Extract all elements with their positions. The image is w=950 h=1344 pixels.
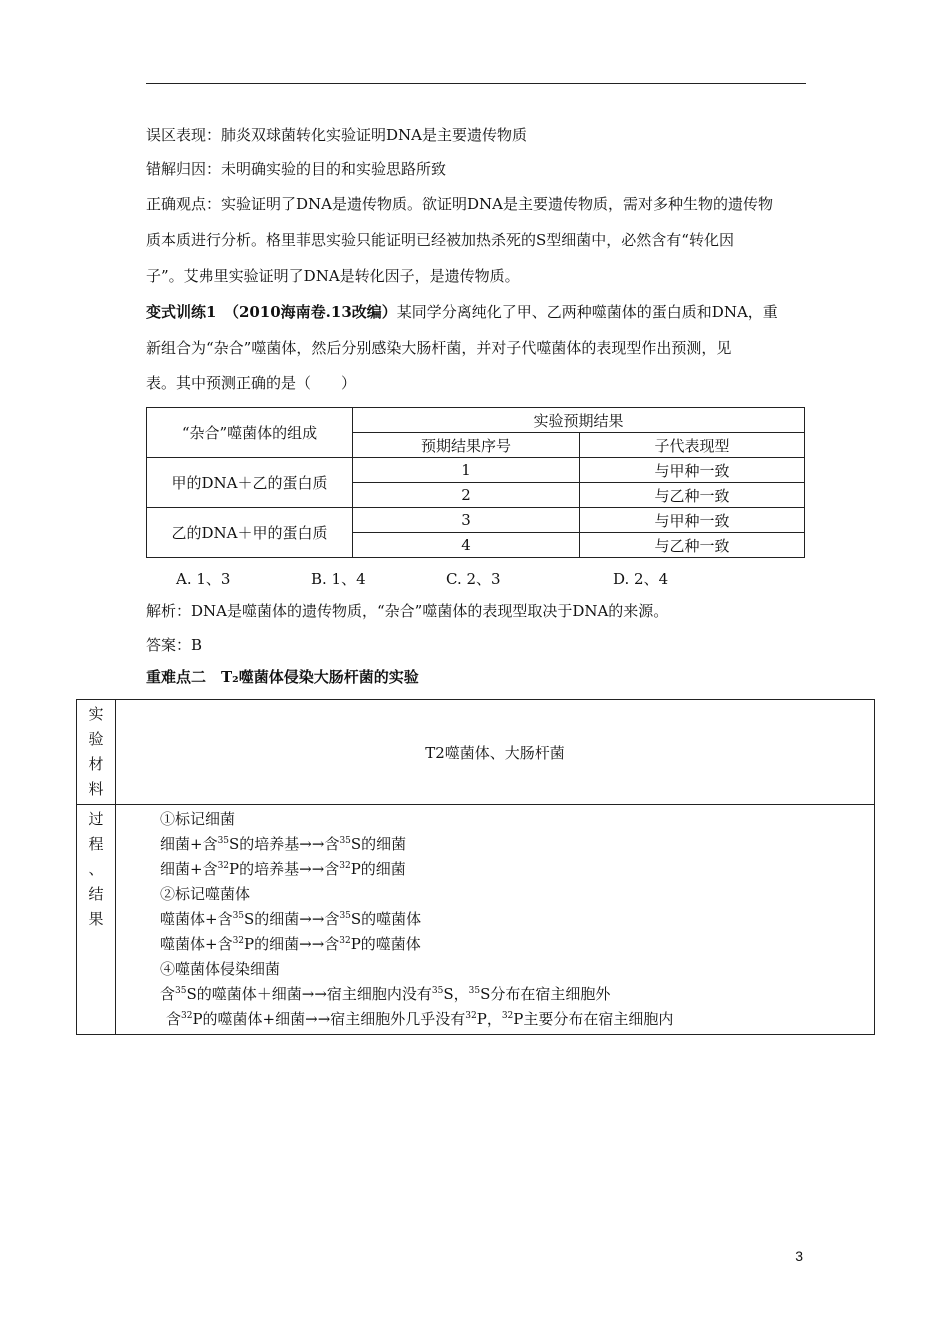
table-cell: 1: [353, 458, 580, 483]
table-cell: 3: [353, 508, 580, 533]
exercise-line-1: [146, 302, 778, 322]
step1-title: ①标记细菌: [160, 810, 236, 828]
table-cell: 与甲种一致: [580, 508, 805, 533]
table-cell: 2: [353, 483, 580, 508]
step4-title: ④噬菌体侵染细菌: [160, 960, 281, 978]
step4-line-a: 含$^{35}$S的噬菌体＋细菌→→宿主细胞内没有$^{35}$S，$^{35}$S分布在宿主细胞外: [160, 985, 611, 1003]
misconception-line: 误区表现：肺炎双球菌转化实验证明DNA是主要遗传物质: [146, 126, 527, 144]
header-rule: [146, 83, 806, 84]
result-number-header: 预期结果序号: [353, 433, 580, 458]
process-label: 过 程 、 结 果: [77, 805, 116, 1035]
analysis-line: 解析：DNA是噬菌体的遗传物质，“杂合”噬菌体的表现型取决于DNA的来源。: [146, 602, 669, 620]
page-number: 3: [795, 1248, 803, 1264]
exercise-text-1: 某同学分离纯化了甲、乙两种噬菌体的蛋白质和DNA，重: [396, 303, 778, 321]
correct-view-line-2: 质本质进行分析。格里菲思实验只能证明已经被加热杀死的S型细菌中，必然含有“转化因: [146, 231, 734, 249]
composition-cell: 甲的DNA＋乙的蛋白质: [147, 458, 353, 508]
composition-header: “杂合”噬菌体的组成: [147, 408, 353, 458]
error-cause-line: 错解归因：未明确实验的目的和实验思路所致: [146, 160, 447, 178]
choice-d: D. 2、4: [613, 570, 669, 588]
table-cell: 4: [353, 533, 580, 558]
materials-content: T2噬菌体、大肠杆菌: [116, 700, 875, 805]
prediction-table: [146, 407, 805, 558]
process-content: [116, 805, 875, 1035]
table-cell: 与乙种一致: [580, 483, 805, 508]
exercise-line-2: 新组合为“杂合”噬菌体，然后分别感染大肠杆菌，并对子代噬菌体的表现型作出预测，见: [146, 339, 732, 357]
step2-line-b: 噬菌体+含$^{32}$P的细菌→→含$^{32}$P的噬菌体: [160, 935, 421, 953]
correct-view-line-3: 子”。艾弗里实验证明了DNA是转化因子，是遗传物质。: [146, 267, 520, 285]
step1-line-a: 细菌+含$^{35}$S的培养基→→含$^{35}$S的细菌: [160, 835, 407, 853]
composition-cell: 乙的DNA＋甲的蛋白质: [147, 508, 353, 558]
section-title: 重难点二 T₂噬菌体侵染大肠杆菌的实验: [146, 668, 419, 686]
table-cell: 与乙种一致: [580, 533, 805, 558]
table-cell: 与甲种一致: [580, 458, 805, 483]
experiment-table: [76, 699, 875, 1035]
materials-label: 实 验 材 料: [77, 700, 116, 805]
step4-line-b: 含$^{32}$P的噬菌体+细菌→→宿主细胞外几乎没有$^{32}$P，$^{32}$P主要分布在宿主细胞内: [166, 1010, 674, 1028]
correct-view-line-1: 正确观点：实验证明了DNA是遗传物质。欲证明DNA是主要遗传物质，需对多种生物的遗传物: [146, 195, 773, 213]
choice-c: C. 2、3: [446, 570, 501, 588]
answer-line: 答案：B: [146, 636, 203, 654]
expected-results-header: 实验预期结果: [353, 408, 805, 433]
exercise-line-3: 表。其中预测正确的是（ ）: [146, 374, 357, 392]
step2-line-a: 噬菌体+含$^{35}$S的细菌→→含$^{35}$S的噬菌体: [160, 910, 422, 928]
choice-b: B. 1、4: [311, 570, 366, 588]
phenotype-header: 子代表现型: [580, 433, 805, 458]
step2-title: ②标记噬菌体: [160, 885, 251, 903]
step1-line-b: 细菌+含$^{32}$P的培养基→→含$^{32}$P的细菌: [160, 860, 406, 878]
exercise-label: 变式训练1 （2010海南卷.13改编）: [146, 303, 397, 321]
choice-a: A. 1、3: [176, 570, 231, 588]
